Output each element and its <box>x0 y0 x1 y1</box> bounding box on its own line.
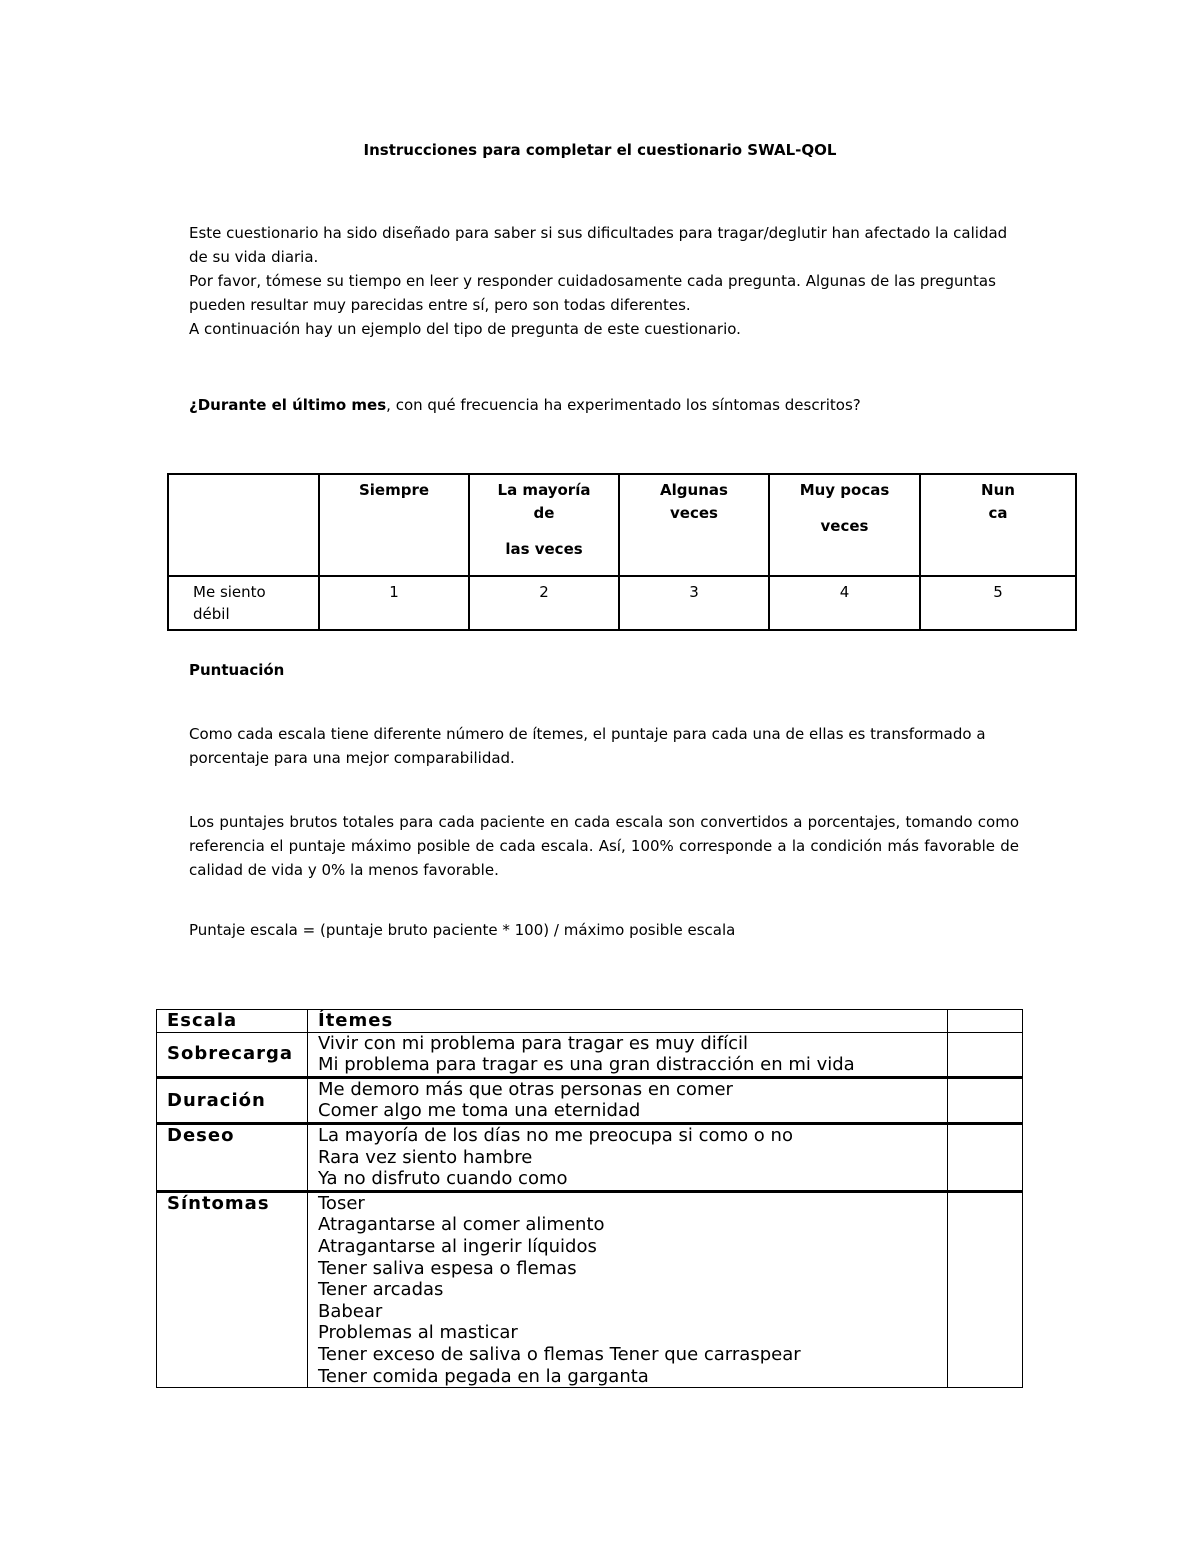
example-value-3[interactable]: 3 <box>619 576 769 630</box>
example-value-1[interactable]: 1 <box>319 576 469 630</box>
scale-header-escala: Escala <box>157 1010 308 1033</box>
scoring-paragraph-1: Como cada escala tiene diferente número de ítemes, el puntaje para cada una de ellas es transformado a porcentaje para una mejor comparabilidad. <box>189 725 986 767</box>
example-data-row <box>168 576 1076 630</box>
scale-item: Problemas al masticar <box>318 1322 518 1344</box>
scale-header-score <box>948 1010 1023 1033</box>
scale-items <box>308 1191 948 1387</box>
scale-items <box>308 1077 948 1123</box>
scoring-formula: Puntaje escala = (puntaje bruto paciente * 100) / máximo posible escala <box>189 921 736 939</box>
scale-item: Tener comida pegada en la garganta <box>318 1365 649 1387</box>
example-header-siempre: Siempre <box>319 474 469 576</box>
example-header-algunas: Algunas veces <box>619 474 769 576</box>
scale-row-deseo <box>157 1123 1023 1191</box>
scale-item: La mayoría de los días no me preocupa si como o no <box>318 1124 793 1146</box>
scale-item: Comer algo me toma una eternidad <box>318 1100 641 1122</box>
scale-item: Ya no disfruto cuando como <box>318 1168 568 1190</box>
scale-item: Atragantarse al comer alimento <box>318 1214 605 1236</box>
scale-item: Tener arcadas <box>318 1279 444 1301</box>
scale-score-cell[interactable] <box>948 1123 1023 1191</box>
scale-score-cell[interactable] <box>948 1191 1023 1387</box>
scale-items <box>308 1123 948 1191</box>
scale-name: Deseo <box>157 1123 308 1191</box>
scale-name: Duración <box>157 1077 308 1123</box>
scale-header-items: Ítemes <box>308 1010 948 1033</box>
page-title: Instrucciones para completar el cuestionario SWAL-QOL <box>363 141 837 159</box>
example-header-empty <box>168 474 319 576</box>
example-value-4[interactable]: 4 <box>769 576 920 630</box>
scale-item: Toser <box>318 1192 365 1214</box>
example-header-mayoria: La mayoría de las veces <box>469 474 619 576</box>
scale-item: Atragantarse al ingerir líquidos <box>318 1235 597 1257</box>
example-header-row <box>168 474 1076 576</box>
scoring-heading: Puntuación <box>189 661 285 679</box>
scale-item: Tener saliva espesa o flemas <box>318 1257 577 1279</box>
example-value-5[interactable]: 5 <box>920 576 1076 630</box>
scale-row-sintomas <box>157 1191 1023 1387</box>
example-row-label: Me siento débil <box>168 576 319 630</box>
scale-name: Sobrecarga <box>157 1032 308 1077</box>
scale-item: Rara vez siento hambre <box>318 1146 533 1168</box>
example-header-muy-pocas: Muy pocas veces <box>769 474 920 576</box>
intro-paragraph-3: A continuación hay un ejemplo del tipo de pregunta de este cuestionario. <box>189 320 741 338</box>
scale-item: Me demoro más que otras personas en comer <box>318 1078 733 1100</box>
intro-paragraph-2: Por favor, tómese su tiempo en leer y responder cuidadosamente cada pregunta. Algunas de las preguntas pueden resultar muy parecidas entre sí, pero son todas diferentes. <box>189 272 996 314</box>
scale-items <box>308 1032 948 1077</box>
example-header-nunca: Nun ca <box>920 474 1076 576</box>
example-table <box>167 473 1077 631</box>
scoring-paragraph-2: Los puntajes brutos totales para cada paciente en cada escala son convertidos a porcentajes, tomando como referencia el puntaje máximo posible de cada escala. Así, 100% corresponde a la condición más favorable de calidad de vida y 0% la menos favorable. <box>189 813 1019 879</box>
scale-table <box>156 1009 1023 1388</box>
example-question <box>189 396 861 414</box>
scale-item: Tener exceso de saliva o flemas Tener que carraspear <box>318 1343 801 1365</box>
question-rest: , con qué frecuencia ha experimentado los síntomas descritos? <box>386 396 861 414</box>
scale-score-cell[interactable] <box>948 1032 1023 1077</box>
scale-item: Babear <box>318 1300 383 1322</box>
scale-header-row <box>157 1010 1023 1033</box>
scale-item: Vivir con mi problema para tragar es muy difícil <box>318 1032 749 1054</box>
intro-paragraph-1: Este cuestionario ha sido diseñado para saber si sus dificultades para tragar/deglutir han afectado la calidad de su vida diaria. <box>189 224 1008 266</box>
question-bold: ¿Durante el último mes <box>189 396 387 414</box>
scale-row-duracion <box>157 1077 1023 1123</box>
example-value-2[interactable]: 2 <box>469 576 619 630</box>
scale-item: Mi problema para tragar es una gran distracción en mi vida <box>318 1054 855 1076</box>
scale-score-cell[interactable] <box>948 1077 1023 1123</box>
intro-section <box>189 221 1019 341</box>
scale-row-sobrecarga <box>157 1032 1023 1077</box>
scale-name: Síntomas <box>157 1191 308 1387</box>
